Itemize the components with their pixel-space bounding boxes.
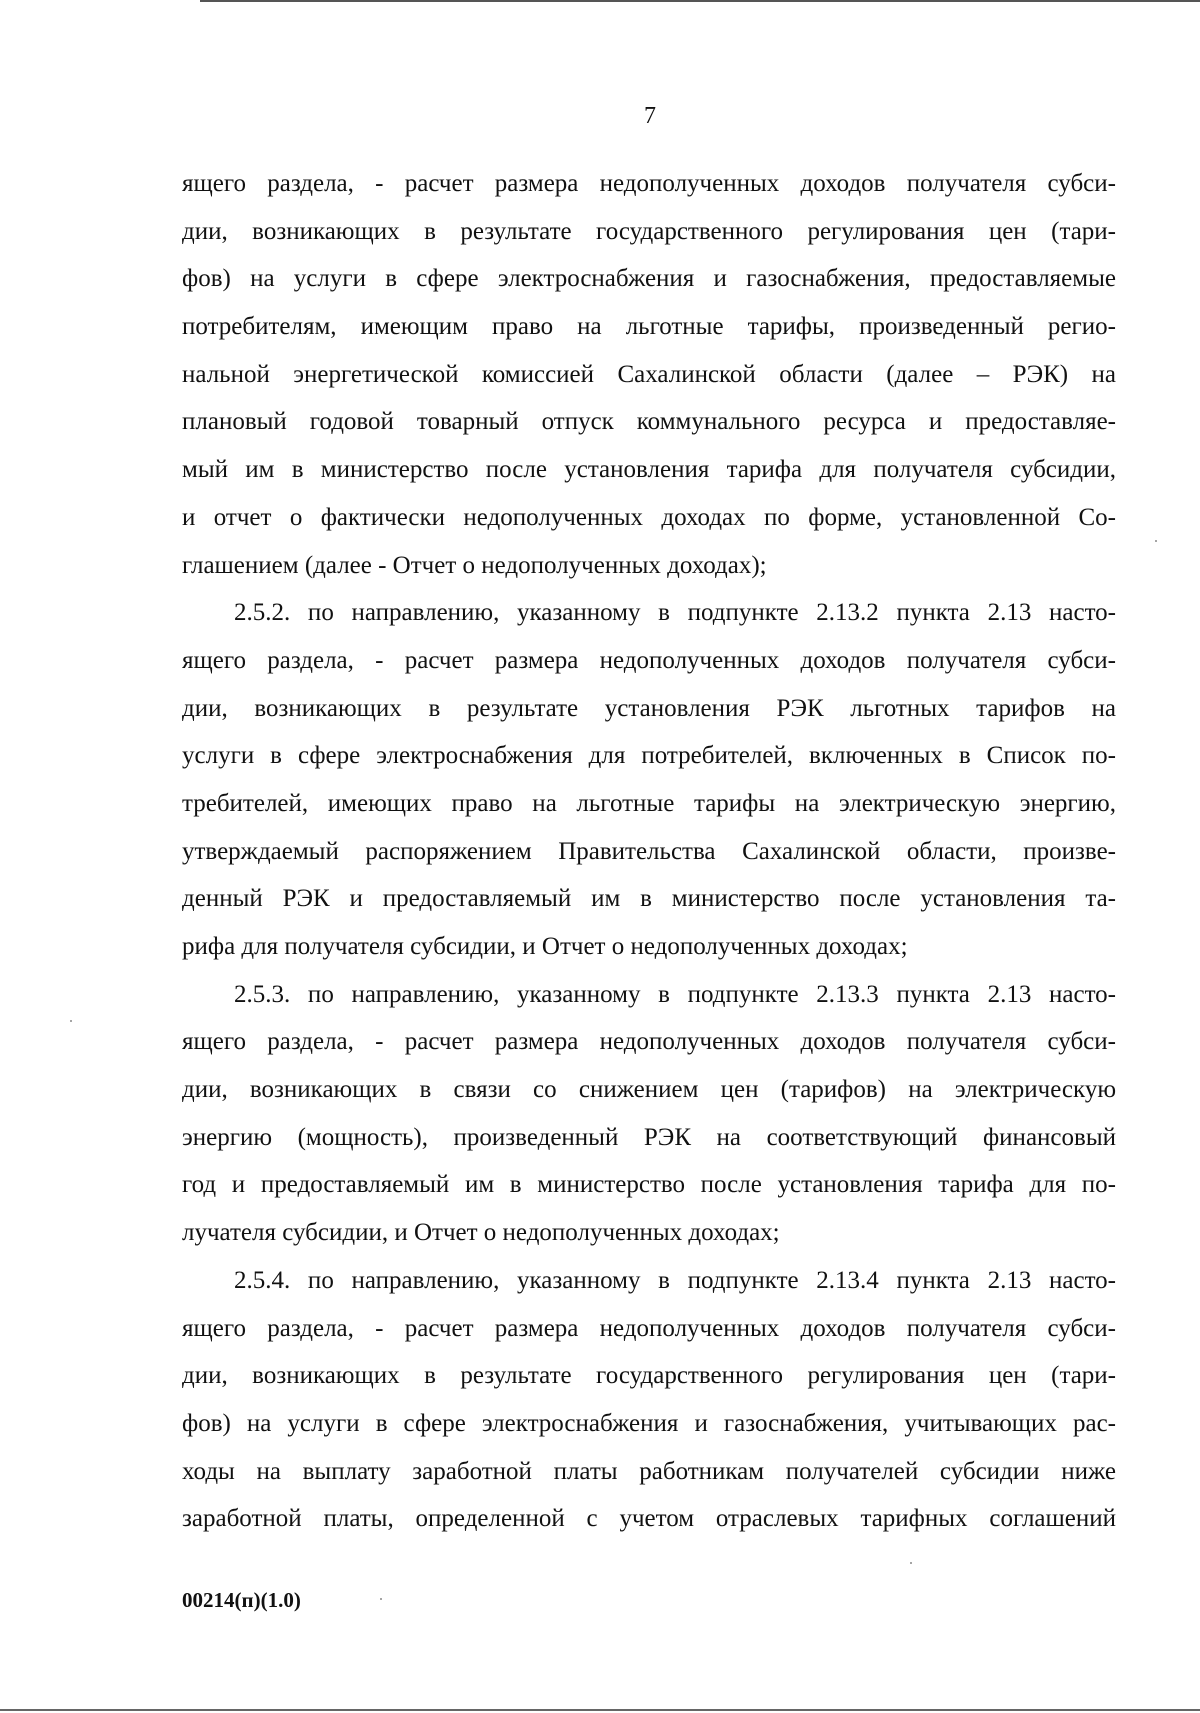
text-line: требителей, имеющих право на льготные тарифы на электрическую энергию, — [182, 789, 1116, 817]
paragraph-2-5-2-start: 2.5.2. по направлению, указанному в подпункте 2.13.2 пункта 2.13 насто- — [234, 599, 1116, 627]
text-line: дии, возникающих в результате государственного регулирования цен (тари- — [182, 1362, 1116, 1390]
text-line: утверждаемый распоряжением Правительства Сахалинской области, произве- — [182, 837, 1116, 865]
text-line: лучателя субсидии, и Отчет о недополученных доходах; — [182, 1219, 780, 1247]
text-line: ходы на выплату заработной платы работникам получателей субсидии ниже — [182, 1457, 1116, 1485]
scan-speck — [1155, 540, 1157, 542]
text-line: заработной платы, определенной с учетом отраслевых тарифных соглашений — [182, 1505, 1116, 1533]
text-line: и отчет о фактически недополученных доходах по форме, установленной Со- — [182, 503, 1116, 531]
text-line: плановый годовой товарный отпуск коммунального ресурса и предоставляе- — [182, 408, 1116, 436]
document-code: 00214(п)(1.0) — [182, 1588, 301, 1612]
text-line: ящего раздела, - расчет размера недополученных доходов получателя субси- — [182, 1028, 1116, 1056]
scan-edge-top — [200, 0, 1200, 2]
text-line: мый им в министерство после установления тарифа для получателя субсидии, — [182, 456, 1116, 484]
scan-speck — [910, 1562, 912, 1564]
text-line: дии, возникающих в результате государственного регулирования цен (тари- — [182, 217, 1116, 245]
scan-speck — [380, 1598, 382, 1600]
paragraph-2-5-4-start: 2.5.4. по направлению, указанному в подпункте 2.13.4 пункта 2.13 насто- — [234, 1266, 1116, 1294]
text-line: дии, возникающих в связи со снижением цен (тарифов) на электрическую — [182, 1076, 1116, 1104]
text-line: услуги в сфере электроснабжения для потребителей, включенных в Список по- — [182, 742, 1116, 770]
scan-speck — [70, 1020, 72, 1022]
text-line: ящего раздела, - расчет размера недополученных доходов получателя субси- — [182, 170, 1116, 197]
text-line: энергию (мощность), произведенный РЭК на соответствующий финансовый — [182, 1123, 1116, 1151]
text-line: фов) на услуги в сфере электроснабжения и газоснабжения, учитывающих рас- — [182, 1409, 1116, 1437]
text-line: год и предоставляемый им в министерство после установления тарифа для по- — [182, 1171, 1116, 1199]
text-line: ящего раздела, - расчет размера недополученных доходов получателя субси- — [182, 646, 1116, 674]
document-body — [182, 160, 1116, 1543]
text-line: денный РЭК и предоставляемый им в министерство после установления та- — [182, 885, 1116, 913]
paragraph-2-5-3-start: 2.5.3. по направлению, указанному в подпункте 2.13.3 пункта 2.13 насто- — [234, 980, 1116, 1008]
text-line: рифа для получателя субсидии, и Отчет о недополученных доходах; — [182, 933, 908, 960]
text-line: нальной энергетической комиссией Сахалинской области (далее – РЭК) на — [182, 360, 1116, 388]
text-line: глашением (далее - Отчет о недополученных доходах); — [182, 551, 767, 579]
text-line: дии, возникающих в результате установления РЭК льготных тарифов на — [182, 694, 1116, 722]
text-line: ящего раздела, - расчет размера недополученных доходов получателя субси- — [182, 1314, 1116, 1342]
scan-edge-bottom — [0, 1709, 1200, 1711]
text-line: потребителям, имеющим право на льготные тарифы, произведенный регио- — [182, 313, 1116, 341]
text-line: фов) на услуги в сфере электроснабжения и газоснабжения, предоставляемые — [182, 265, 1116, 293]
page-number: 7 — [644, 103, 656, 129]
